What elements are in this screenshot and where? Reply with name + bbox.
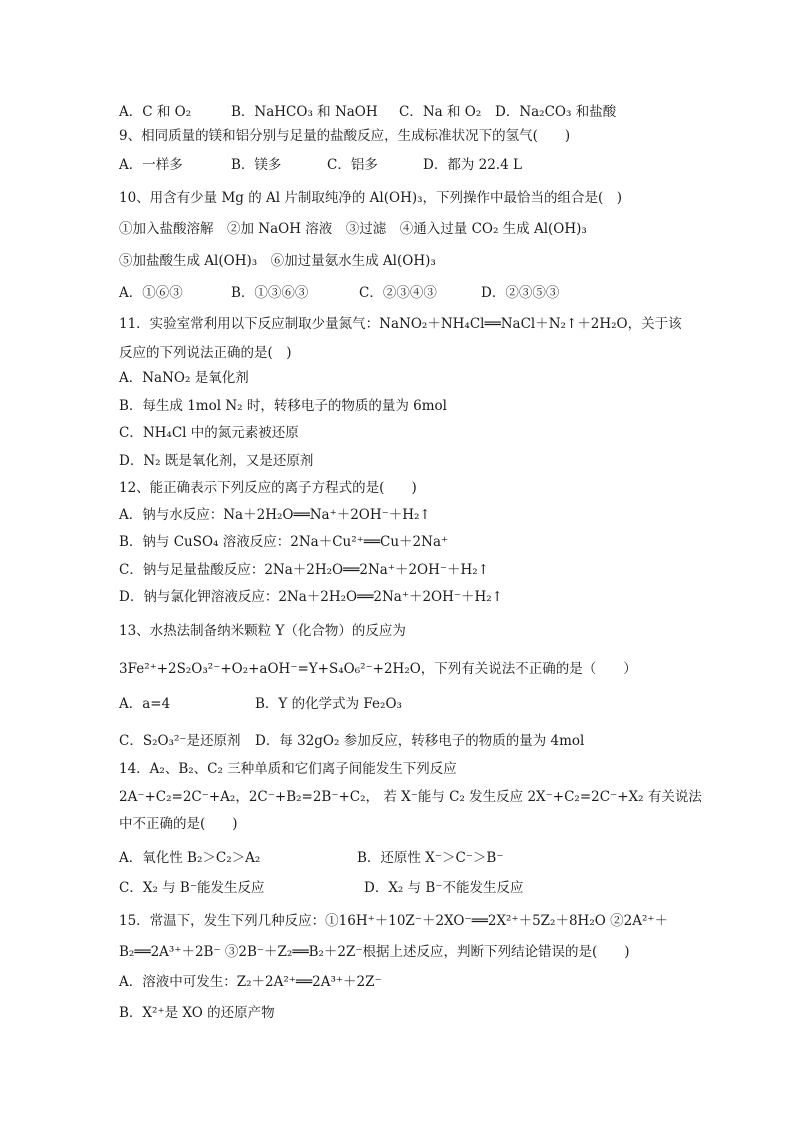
q10-option-c: C．②③④③ <box>359 285 437 301</box>
q11-stem-line-1: 11．实验室常利用以下反应制取少量氮气：NaNO₂＋NH₄Cl══NaCl＋N₂↑＋2H₂O，关于该 <box>119 316 682 332</box>
q10-option-a: A．①⑥③ <box>119 285 183 301</box>
q9-option-a: A．一样多 <box>119 157 183 173</box>
q11-stem-line-2: 反应的下列说法正确的是( ) <box>119 345 292 361</box>
q12-option-a: A．钠与水反应：Na＋2H₂O══Na⁺＋2OH⁻＋H₂↑ <box>119 507 431 523</box>
q10-options <box>119 283 734 303</box>
q8-option-c: C．Na 和 O₂ <box>399 104 482 120</box>
q14-option-d: D．X₂ 与 B⁻不能发生反应 <box>364 880 524 896</box>
q14-options-row-1 <box>119 848 734 868</box>
q9-options <box>119 155 734 175</box>
q13-option-c: C．S₂O₃²⁻是还原剂 <box>119 733 241 749</box>
q13-option-d: D．每 32gO₂ 参加反应，转移电子的物质的量为 4mol <box>255 733 585 749</box>
q15-option-a: A．溶液中可发生：Z₂＋2A²⁺══2A³⁺＋2Z⁻ <box>119 974 382 990</box>
q10-option-d: D．②③⑤③ <box>481 285 560 301</box>
q11-option-d: D．N₂ 既是氧化剂，又是还原剂 <box>119 453 314 469</box>
q10-stem: 10、用含有少量 Mg 的 Al 片制取纯净的 Al(OH)₃，下列操作中最恰当的组合是( ) <box>119 190 623 206</box>
q13-equation: 3Fe²⁺+2S₂O₃²⁻+O₂+aOH⁻=Y+S₄O₆²⁻+2H₂O，下列有关说法不正确的是（ ） <box>119 661 637 677</box>
q12-option-b: B．钠与 CuSO₄ 溶液反应：2Na＋Cu²⁺══Cu＋2Na⁺ <box>119 534 449 550</box>
q10-steps-line-2: ⑤加盐酸生成 Al(OH)₃ ⑥加过量氨水生成 Al(OH)₃ <box>119 253 436 269</box>
q12-stem: 12、能正确表示下列反应的离子方程式的是( ) <box>119 480 417 496</box>
q14-option-b: B．还原性 X⁻＞C⁻＞B⁻ <box>357 850 504 866</box>
q11-option-b: B．每生成 1mol N₂ 时，转移电子的物质的量为 6mol <box>119 398 447 414</box>
q15-stem-line-1: 15．常温下，发生下列几种反应：①16H⁺＋10Z⁻＋2XO⁻══2X²⁺＋5Z₂＋8H₂O ②2A²⁺＋ <box>119 913 668 929</box>
q10-steps-line-1: ①加入盐酸溶解 ②加 NaOH 溶液 ③过滤 ④通入过量 CO₂ 生成 Al(OH)₃ <box>119 221 587 237</box>
q15-stem-line-2: B₂══2A³⁺＋2B⁻ ③2B⁻＋Z₂══B₂＋2Z⁻根据上述反应，判断下列结论错误的是( ) <box>119 944 630 960</box>
q15-option-b: B．X²⁺是 XO 的还原产物 <box>119 1005 275 1021</box>
q9-option-d: D．都为 22.4 L <box>423 157 522 173</box>
q11-option-a: A．NaNO₂ 是氧化剂 <box>119 370 249 386</box>
q13-stem: 13、水热法制备纳米颗粒 Y（化合物）的反应为 <box>119 623 406 639</box>
q8-options <box>119 102 734 122</box>
q8-option-d: D．Na₂CO₃ 和盐酸 <box>495 104 617 120</box>
q8-option-a: A．C 和 O₂ <box>119 104 192 120</box>
q13-option-b: B．Y 的化学式为 Fe₂O₃ <box>255 696 402 712</box>
q10-option-b: B．①③⑥③ <box>231 285 309 301</box>
q13-options-row-2 <box>119 731 734 751</box>
q8-option-b: B．NaHCO₃ 和 NaOH <box>231 104 378 120</box>
q12-option-c: C．钠与足量盐酸反应：2Na＋2H₂O══2Na⁺＋2OH⁻＋H₂↑ <box>119 562 490 578</box>
q9-option-b: B．镁多 <box>231 157 282 173</box>
q13-options-row-1 <box>119 694 734 714</box>
q14-option-a: A．氧化性 B₂＞C₂＞A₂ <box>119 850 261 866</box>
q14-stem-line-2: 2A⁻+C₂=2C⁻+A₂，2C⁻+B₂=2B⁻+C₂， 若 X⁻能与 C₂ 发生反应 2X⁻+C₂=2C⁻+X₂ 有关说法 <box>119 789 702 805</box>
q14-option-c: C．X₂ 与 B⁻能发生反应 <box>119 880 265 896</box>
q11-option-c: C．NH₄Cl 中的氮元素被还原 <box>119 425 299 441</box>
q12-option-d: D．钠与氯化钾溶液反应：2Na＋2H₂O══2Na⁺＋2OH⁻＋H₂↑ <box>119 589 503 605</box>
q14-options-row-2 <box>119 878 734 898</box>
q14-stem-line-3: 中不正确的是( ) <box>119 816 238 832</box>
q9-option-c: C．铝多 <box>327 157 378 173</box>
q14-stem-line-1: 14．A₂、B₂、C₂ 三种单质和它们离子间能发生下列反应 <box>119 761 457 777</box>
q9-stem: 9、相同质量的镁和铝分别与足量的盐酸反应，生成标准状况下的氢气( ) <box>119 128 571 144</box>
q13-option-a: A．a=4 <box>119 696 171 712</box>
